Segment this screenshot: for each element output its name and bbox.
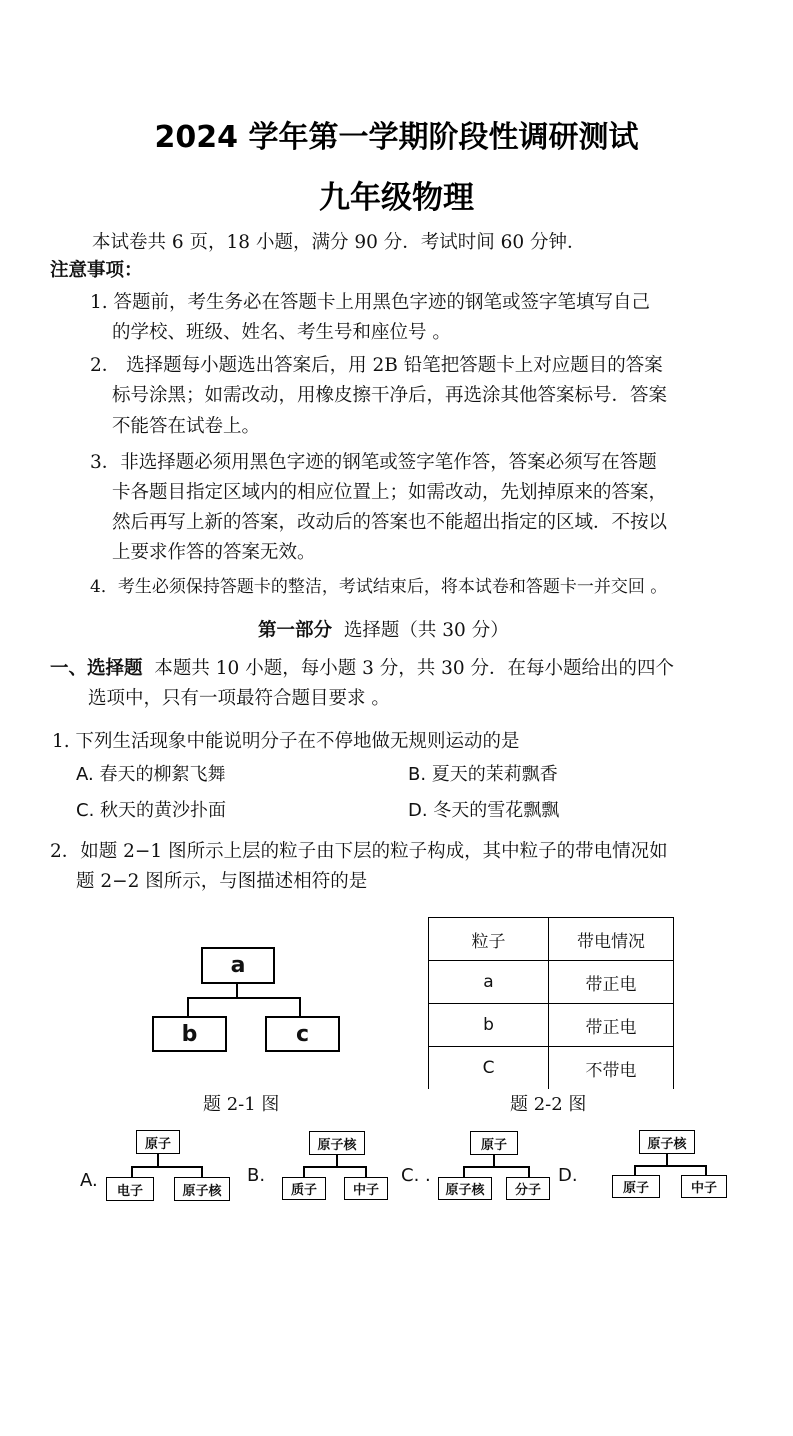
q2-choice-d-left: 原子	[612, 1175, 660, 1198]
fig1-node-top: a	[201, 947, 275, 984]
figure-2-2-table	[428, 917, 674, 1089]
q2-choice-a-top: 原子	[136, 1130, 180, 1154]
connector	[528, 1166, 530, 1177]
connector	[131, 1166, 133, 1177]
exam-title: 2024 学年第一学期阶段性调研测试	[154, 120, 639, 155]
notice-item-2-line-3: 不能答在试卷上。	[112, 416, 261, 437]
table-row	[429, 918, 674, 961]
connector	[463, 1166, 529, 1168]
table-cell: C	[429, 1047, 549, 1090]
q2-stem-line-1: 2．如题 2−1 图所示上层的粒子由下层的粒子构成，其中粒子的带电情况如	[50, 841, 668, 862]
connector	[131, 1166, 202, 1168]
part1-heading-bold: 第一部分	[258, 620, 333, 641]
notice-heading: 注意事项：	[50, 260, 143, 281]
table-header-particle: 粒子	[429, 918, 549, 961]
q2-choice-c-left: 原子核	[438, 1177, 492, 1200]
q2-choice-a-right: 原子核	[174, 1177, 230, 1201]
notice-item-2-line-2: 标号涂黑；如需改动，用橡皮擦干净后，再选涂其他答案标号．答案	[112, 385, 668, 406]
notice-item-4: 4．考生必须保持答题卡的整洁，考试结束后，将本试卷和答题卡一并交回 。	[90, 577, 668, 597]
section1-desc-1: 本题共 10 小题，每小题 3 分，共 30 分．在每小题给出的四个	[154, 658, 675, 679]
part1-heading-rest: 选择题（共 30 分）	[343, 620, 509, 641]
q2-choice-b-left: 质子	[282, 1177, 326, 1200]
q2-choice-c-label: C. .	[401, 1165, 431, 1186]
q1-option-a: A. 春天的柳絮飞舞	[76, 764, 226, 785]
q2-choice-b-label: B.	[247, 1165, 266, 1186]
table-row	[429, 1004, 674, 1047]
connector	[634, 1165, 706, 1167]
connector	[463, 1166, 465, 1177]
notice-item-2-line-1: 2． 选择题每小题选出答案后，用 2B 铅笔把答题卡上对应题目的答案	[90, 355, 663, 376]
section1-desc-2: 选项中，只有一项最符合题目要求 。	[88, 688, 390, 709]
fig1-connector-left	[187, 997, 189, 1016]
part1-heading	[258, 618, 509, 644]
q2-choice-c-right: 分子	[506, 1177, 550, 1200]
q1-option-b: B. 夏天的茉莉飘香	[408, 764, 558, 785]
fig1-connector-vertical	[236, 982, 238, 998]
table-cell: a	[429, 961, 549, 1004]
table-row	[429, 961, 674, 1004]
fig1-connector-right	[299, 997, 301, 1016]
notice-item-1-line-1: 1. 答题前，考生务必在答题卡上用黑色字迹的钢笔或签字笔填写自己	[90, 292, 651, 313]
q1-stem: 1. 下列生活现象中能说明分子在不停地做无规则运动的是	[52, 731, 520, 752]
connector	[365, 1166, 367, 1177]
q2-choice-d-label: D.	[558, 1165, 578, 1186]
notice-item-3-line-3: 然后再写上新的答案，改动后的答案也不能超出指定的区域．不按以	[112, 512, 668, 533]
connector	[634, 1165, 636, 1175]
connector	[303, 1166, 305, 1177]
exam-subject: 九年级物理	[319, 180, 474, 216]
fig1-connector-horizontal	[187, 997, 301, 999]
q2-stem-line-2: 题 2−2 图所示，与图描述相符的是	[76, 871, 368, 892]
table-cell: 带正电	[549, 1004, 674, 1047]
section1-line-1	[50, 656, 674, 682]
notice-item-1-line-2: 的学校、班级、姓名、考生号和座位号 。	[112, 322, 451, 343]
q2-choice-d-right: 中子	[681, 1175, 727, 1198]
exam-intro: 本试卷共 6 页，18 小题，满分 90 分．考试时间 60 分钟．	[92, 232, 586, 253]
connector	[201, 1166, 203, 1177]
q2-choice-a-left: 电子	[106, 1177, 154, 1201]
table-cell: b	[429, 1004, 549, 1047]
table-header-charge: 带电情况	[549, 918, 674, 961]
notice-item-3-line-4: 上要求作答的答案无效。	[112, 542, 316, 563]
table-cell: 不带电	[549, 1047, 674, 1090]
connector	[705, 1165, 707, 1175]
table-cell: 带正电	[549, 961, 674, 1004]
q2-choice-d-top: 原子核	[639, 1130, 695, 1154]
q2-choice-b-right: 中子	[344, 1177, 388, 1200]
connector	[303, 1166, 366, 1168]
notice-item-3-line-1: 3．非选择题必须用黑色字迹的钢笔或签字笔作答，答案必须写在答题	[90, 452, 657, 473]
section1-label: 一、选择题	[50, 658, 143, 679]
fig1-node-right: c	[265, 1016, 340, 1052]
q1-option-d: D. 冬天的雪花飘飘	[408, 800, 560, 821]
notice-item-3-line-2: 卡各题目指定区域内的相应位置上；如需改动，先划掉原来的答案，	[112, 482, 668, 503]
q1-option-c: C. 秋天的黄沙扑面	[76, 800, 227, 821]
table-row	[429, 1047, 674, 1090]
q2-choice-a-label: A.	[80, 1170, 98, 1191]
q2-choice-b-top: 原子核	[309, 1131, 365, 1155]
figure-2-2-caption: 题 2-2 图	[510, 1094, 587, 1115]
q2-choice-c-top: 原子	[470, 1131, 518, 1155]
fig1-node-left: b	[152, 1016, 227, 1052]
figure-2-1-caption: 题 2-1 图	[203, 1094, 280, 1115]
